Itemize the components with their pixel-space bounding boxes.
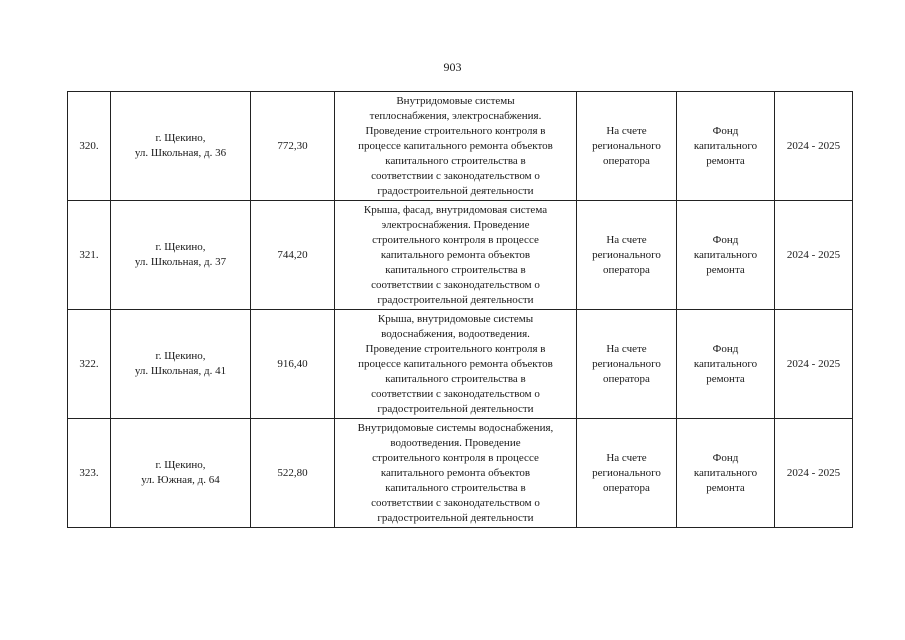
period-cell: 2024 - 2025 <box>775 310 853 419</box>
fund-cell: Фонд капитального ремонта <box>677 92 775 201</box>
row-number: 320. <box>68 92 111 201</box>
period-cell: 2024 - 2025 <box>775 201 853 310</box>
operator-cell: На счете регионального оператора <box>577 92 677 201</box>
fund-cell: Фонд капитального ремонта <box>677 310 775 419</box>
fund-cell: Фонд капитального ремонта <box>677 419 775 528</box>
address-cell: г. Щекино, ул. Школьная, д. 37 <box>111 201 251 310</box>
table-row <box>68 419 853 528</box>
address-cell: г. Щекино, ул. Школьная, д. 36 <box>111 92 251 201</box>
table-row <box>68 92 853 201</box>
area-cell: 916,40 <box>251 310 335 419</box>
period-cell: 2024 - 2025 <box>775 92 853 201</box>
table-row <box>68 201 853 310</box>
table-row <box>68 310 853 419</box>
repair-registry-table <box>67 91 853 528</box>
row-number: 323. <box>68 419 111 528</box>
address-cell: г. Щекино, ул. Южная, д. 64 <box>111 419 251 528</box>
area-cell: 522,80 <box>251 419 335 528</box>
row-number: 321. <box>68 201 111 310</box>
page-number: 903 <box>443 60 462 74</box>
area-cell: 744,20 <box>251 201 335 310</box>
works-cell: Внутридомовые системы теплоснабжения, электроснабжения. Проведение строительного контроля в процессе капитального ремонта объектов капитального строительства в соответствии с законодательством о градостроительной деятельности <box>335 92 577 201</box>
row-number: 322. <box>68 310 111 419</box>
area-cell: 772,30 <box>251 92 335 201</box>
operator-cell: На счете регионального оператора <box>577 419 677 528</box>
period-cell: 2024 - 2025 <box>775 419 853 528</box>
fund-cell: Фонд капитального ремонта <box>677 201 775 310</box>
operator-cell: На счете регионального оператора <box>577 201 677 310</box>
works-cell: Внутридомовые системы водоснабжения, водоотведения. Проведение строительного контроля в процессе капитального ремонта объектов капитального строительства в соответствии с законодательством о градостроительной деятельности <box>335 419 577 528</box>
operator-cell: На счете регионального оператора <box>577 310 677 419</box>
works-cell: Крыша, внутридомовые системы водоснабжения, водоотведения. Проведение строительного контроля в процессе капитального ремонта объектов капитального строительства в соответствии с законодательством о градостроительной деятельности <box>335 310 577 419</box>
works-cell: Крыша, фасад, внутридомовая система электроснабжения. Проведение строительного контроля в процессе капитального ремонта объектов капитального строительства в соответствии с законодательством о градостроительной деятельности <box>335 201 577 310</box>
address-cell: г. Щекино, ул. Школьная, д. 41 <box>111 310 251 419</box>
